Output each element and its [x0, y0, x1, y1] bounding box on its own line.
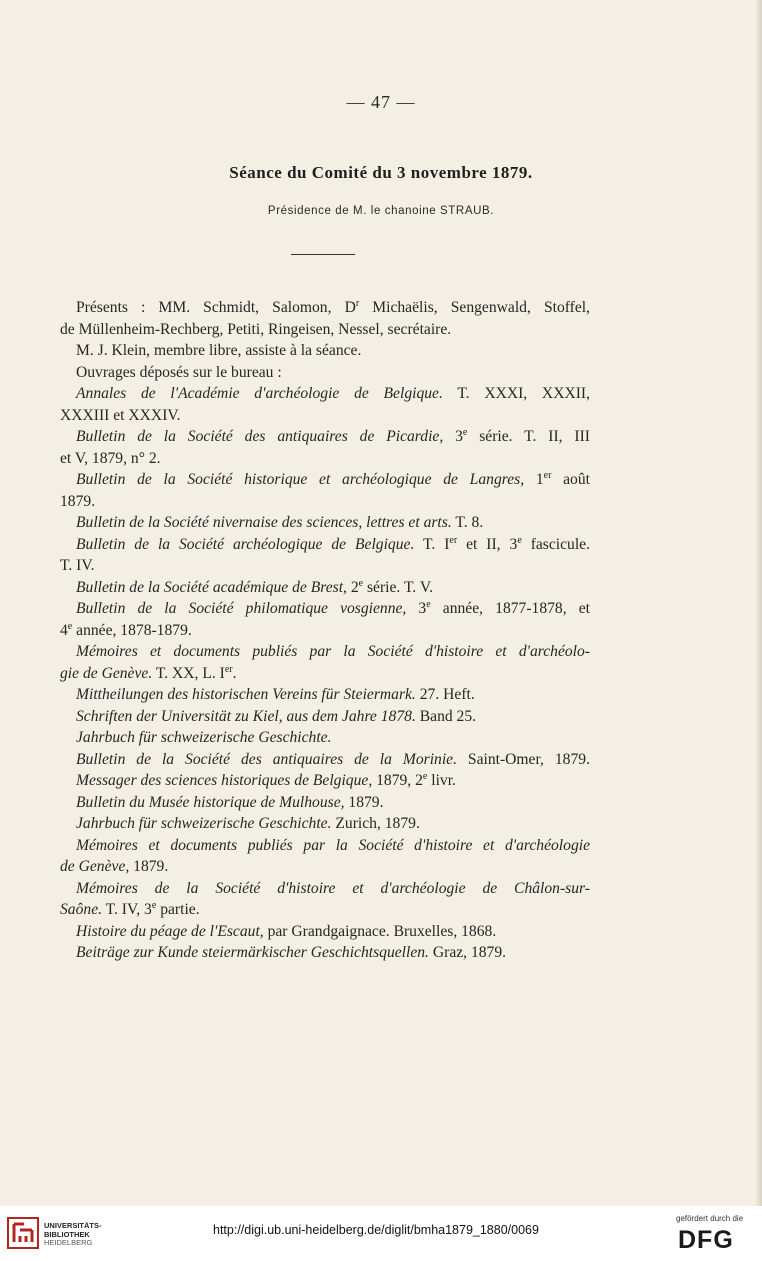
text-line: Jahrbuch für schweizerische Geschichte. Zurich, 1879.: [76, 815, 420, 832]
text-line: Bulletin de la Société archéologique de Belgique. T. Ier et II, 3e fascicule.: [76, 534, 591, 553]
text-line: Bulletin de la Société des antiquaires de Picardie, 3e série. T. II, III: [76, 426, 590, 445]
library-name-line: BIBLIOTHEK: [44, 1229, 90, 1239]
page-title: Séance du Comité du 3 novembre 1879.: [229, 163, 533, 182]
viewer-footer: [0, 1206, 762, 1261]
text-line: 4e année, 1878-1879.: [60, 620, 192, 639]
text-line: Bulletin de la Société historique et archéologique de Langres, 1er août: [76, 469, 590, 488]
text-line: Bulletin de la Société des antiquaires de la Morinie. Saint-Omer, 1879.: [76, 750, 590, 768]
library-name-line: UNIVERSITÄTS-: [44, 1221, 102, 1230]
funding-caption: gefördert durch die: [676, 1214, 744, 1223]
text-line: Bulletin de la Société nivernaise des sciences, lettres et arts. T. 8.: [76, 514, 484, 531]
text-line: Annales de l'Académie d'archéologie de Belgique. T. XXXI, XXXII,: [76, 385, 590, 402]
permalink-url[interactable]: http://digi.ub.uni-heidelberg.de/diglit/bmha1879_1880/0069: [213, 1223, 539, 1237]
text-line: Mémoires et documents publiés par la Société d'histoire et d'archéologie: [76, 836, 590, 854]
dfg-logo[interactable]: DFG: [678, 1226, 734, 1254]
text-line: Jahrbuch für schweizerische Geschichte.: [76, 729, 332, 746]
text-line: 1879.: [60, 492, 96, 510]
library-name[interactable]: [44, 1222, 102, 1248]
text-line: Mittheilungen des historischen Vereins für Steiermark. 27. Heft.: [76, 686, 475, 703]
text-line: Histoire du péage de l'Escaut, par Grandgaignace. Bruxelles, 1868.: [76, 922, 497, 940]
text-line: Messager des sciences historiques de Belgique, 1879, 2e livr.: [76, 770, 456, 789]
text-line: et V, 1879, n° 2.: [60, 449, 161, 467]
text-line: XXXIII et XXXIV.: [60, 406, 181, 424]
library-logo-icon[interactable]: [6, 1216, 40, 1250]
text-line: Mémoires et documents publiés par la Société d'histoire et d'archéolo-: [76, 643, 590, 660]
page-number: — 47 —: [346, 92, 416, 112]
text-line: Présents : MM. Schmidt, Salomon, $D^r$ Michaëlis, Sengenwald, Stoffel,: [76, 297, 590, 316]
text-line: de Müllenheim-Rechberg, Petiti, Ringeisen, Nessel, secrétaire.: [60, 320, 452, 338]
text-line: de Genève, 1879.: [60, 858, 169, 875]
text-line: Schriften der Universität zu Kiel, aus dem Jahre 1878. Band 25.: [76, 707, 477, 725]
text-line: gie de Genève. T. XX, L. Ier.: [60, 663, 237, 682]
page-subtitle: Présidence de M. le chanoine STRAUB.: [267, 205, 495, 217]
text-line: M. J. Klein, membre libre, assiste à la séance.: [76, 342, 362, 359]
text-line: Saône. T. IV, 3e partie.: [60, 899, 200, 918]
text-line: Bulletin du Musée historique de Mulhouse, 1879.: [76, 793, 384, 811]
text-line: Beiträge zur Kunde steiermärkischer Geschichtsquellen. Graz, 1879.: [76, 944, 507, 961]
text-line: Bulletin de la Société académique de Brest, 2e série. T. V.: [76, 577, 433, 596]
library-name-line: HEIDELBERG: [44, 1238, 93, 1247]
text-line: Mémoires de la Société d'histoire et d'archéologie de Châlon-sur-: [76, 879, 590, 897]
text-line: Ouvrages déposés sur le bureau :: [76, 363, 282, 381]
body-text: [60, 297, 590, 964]
text-line: T. IV.: [60, 557, 95, 574]
divider-rule: [291, 254, 355, 255]
text-line: Bulletin de la Société philomatique vosgienne, 3e année, 1877-1878, et: [76, 598, 590, 617]
